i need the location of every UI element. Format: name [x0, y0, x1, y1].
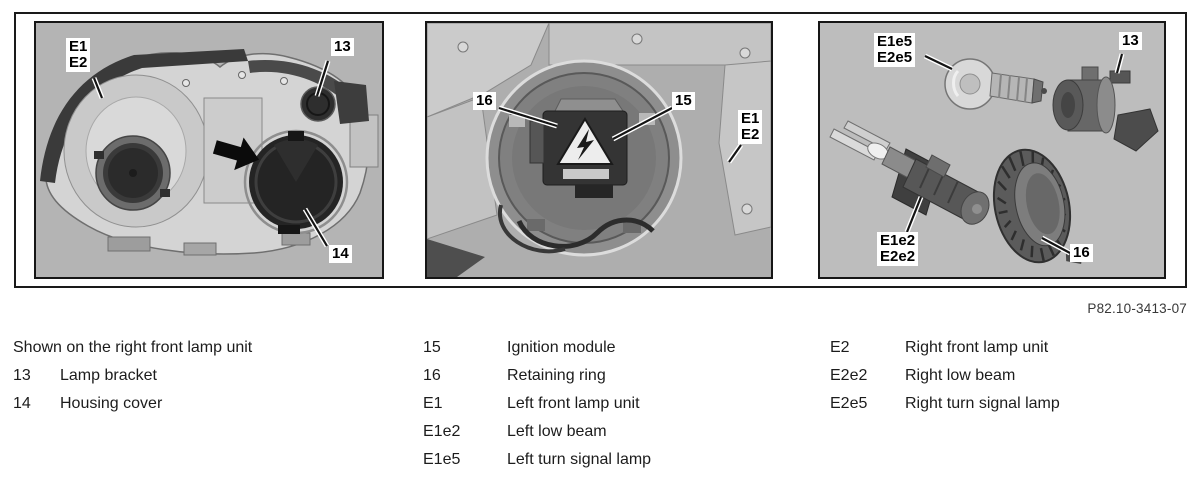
- legend-tag: 16: [423, 367, 441, 384]
- callout-lamp-bracket: 13: [331, 38, 354, 56]
- legend-tag: 13: [13, 367, 31, 384]
- legend-tag: E1: [423, 395, 443, 412]
- callout-lamp-bracket: 13: [1119, 32, 1142, 50]
- legend-tag: E1e2: [423, 423, 461, 440]
- legend-row-e2e2: [830, 362, 1190, 390]
- legend-row-16: [423, 362, 823, 390]
- legend-desc: Retaining ring: [507, 367, 606, 384]
- legend-desc: Left low beam: [507, 423, 607, 440]
- callout-retaining-ring: 16: [473, 92, 496, 110]
- legend-desc: Right front lamp unit: [905, 339, 1049, 356]
- callout-lamp-unit: E1 E2: [738, 110, 762, 144]
- callout-housing-cover: 14: [329, 245, 352, 263]
- legend-desc: Right turn signal lamp: [905, 395, 1060, 412]
- callout-low-beam: E1e2 E2e2: [877, 232, 918, 266]
- callout-retaining-ring: 16: [1070, 244, 1093, 262]
- legend-tag: 15: [423, 339, 441, 356]
- legend-column-1: [13, 334, 413, 418]
- legend-row-e1e2: [423, 418, 823, 446]
- panel-ignition-module-view: [425, 21, 773, 279]
- legend-row-e1e5: [423, 446, 823, 474]
- figure-code: P82.10-3413-07: [1087, 301, 1187, 316]
- legend-desc: Ignition module: [507, 339, 616, 356]
- callout-ignition-module: 15: [672, 92, 695, 110]
- legend-tag: E2e2: [830, 367, 868, 384]
- legend-tag: E2: [830, 339, 850, 356]
- legend-desc: Right low beam: [905, 367, 1016, 384]
- legend-column-3: [830, 334, 1190, 418]
- legend-desc: Left turn signal lamp: [507, 451, 652, 468]
- housing-cover: [245, 131, 347, 234]
- legend-desc: Lamp bracket: [60, 367, 157, 384]
- panel-headlamp-rear-view: [34, 21, 384, 279]
- legend-row-e2: [830, 334, 1190, 362]
- legend-row-e2e5: [830, 390, 1190, 418]
- components-photo: [820, 23, 1164, 277]
- legend-note: Shown on the right front lamp unit: [13, 339, 253, 356]
- legend-row-14: [13, 390, 413, 418]
- legend-desc: Housing cover: [60, 395, 163, 412]
- panel-components-view: [818, 21, 1166, 279]
- callout-turn-signal-lamp: E1e5 E2e5: [874, 33, 915, 67]
- ignition-module-photo: [427, 23, 771, 277]
- legend-tag: E2e5: [830, 395, 868, 412]
- figure-frame: [14, 12, 1187, 288]
- legend-row-e1: [423, 390, 823, 418]
- legend-tag: 14: [13, 395, 31, 412]
- legend-desc: Left front lamp unit: [507, 395, 640, 412]
- legend-row-13: [13, 362, 413, 390]
- legend-column-2: [423, 334, 823, 474]
- callout-lamp-unit: E1 E2: [66, 38, 90, 72]
- legend-row-15: [423, 334, 823, 362]
- legend-tag: E1e5: [423, 451, 461, 468]
